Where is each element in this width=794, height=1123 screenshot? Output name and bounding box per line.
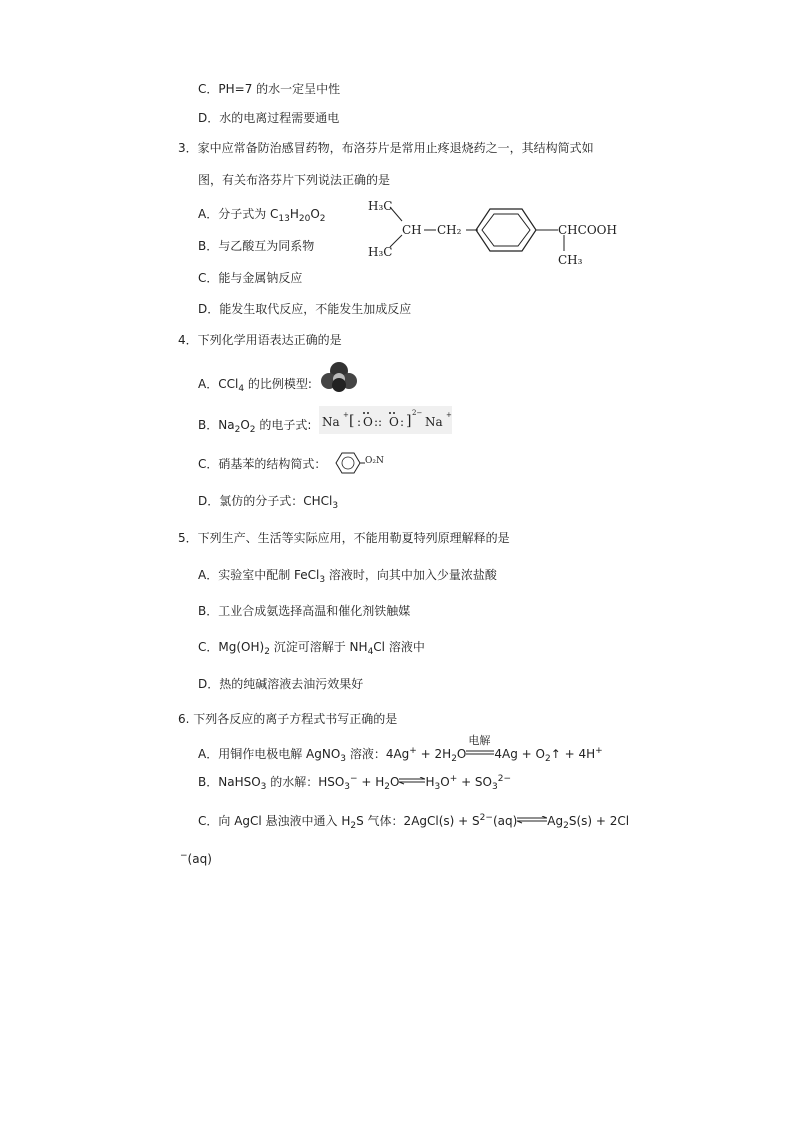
q6-option-b: B．NaHSO$_3$ 的水解：$HSO_3^- + H_2O$ $H_3O^+ + SO_3^{2-}$ [198, 774, 512, 792]
q5-option-a: A．实验室中配制 FeCl$_3$ 溶液时，向其中加入少量浓盐酸 [198, 568, 497, 585]
ibuprofen-structure: H₃C H₃C CH CH₂ CHCOOH CH₃ [368, 199, 617, 267]
q5-option-b: B．工业合成氨选择高温和催化剂铁触媒 [198, 604, 411, 618]
q3-option-a: A．分子式为 $C_{13}H_{20}O_2$ [198, 207, 326, 224]
q5-option-c: C．$Mg(OH)_2$ 沉淀可溶解于 $NH_4Cl$ 溶液中 [198, 640, 425, 657]
q4-option-c: C．硝基苯的结构简式： [198, 457, 327, 471]
q4-option-a: A．CCl$_4$ 的比例模型: [198, 377, 312, 394]
q6-option-c-cont: −(aq) [180, 851, 212, 866]
q5-stem: 5．下列生产、生活等实际应用，不能用勒夏特列原理解释的是 [178, 531, 510, 545]
reversible-arrow-icon [517, 814, 547, 826]
nitrobenzene-structure: O₂N [335, 450, 385, 476]
electrolysis-equals-sign: 电解 [468, 734, 491, 747]
q2-option-d: D．水的电离过程需要通电 [198, 111, 340, 125]
reversible-arrow-icon [399, 775, 425, 787]
q6-option-a: A．用铜作电极电解 AgNO$_3$ 溶液：$4Ag^+ + 2H_2O$ 电解 $4Ag + O_2↑ + 4H^+$ [198, 734, 603, 764]
q2-option-c: C．PH=7 的水一定呈中性 [198, 82, 341, 96]
q5-option-d: D．热的纯碱溶液去油污效果好 [198, 677, 364, 691]
ccl4-space-filling-model [320, 361, 358, 396]
na2o2-electron-formula: Na + [ : O :: O : ] 2− Na + [319, 406, 452, 434]
q4-stem: 4．下列化学用语表达正确的是 [178, 333, 342, 347]
q3-option-c: C．能与金属钠反应 [198, 271, 303, 285]
q3-stem-cont: 图，有关布洛芬片下列说法正确的是 [198, 173, 391, 187]
q3-option-b: B．与乙酸互为同系物 [198, 239, 315, 253]
q4-option-d: D．氯仿的分子式：CHCl$_3$ [198, 494, 339, 511]
q6-option-c: C．向 AgCl 悬浊液中通入 $H_2S$ 气体：2AgCl(s) + $S^{2-}(aq)$ $Ag_2S(s) + 2Cl$ [198, 813, 630, 831]
q3-option-d: D．能发生取代反应，不能发生加成反应 [198, 302, 412, 316]
q4-option-b: B．$Na_2O_2$ 的电子式: [198, 418, 312, 435]
q6-stem: 6. 下列各反应的离子方程式书写正确的是 [178, 712, 398, 726]
q3-stem: 3．家中应常备防治感冒药物，布洛芬片是常用止疼退烧药之一，其结构简式如 [178, 141, 594, 155]
